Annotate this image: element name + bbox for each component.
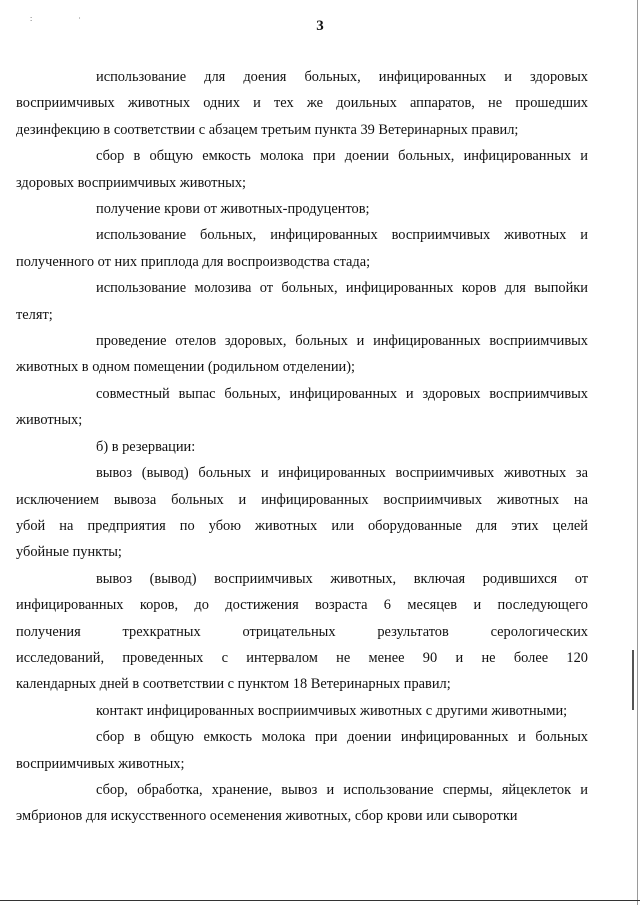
paragraph-continuation-line: получения трехкратных отрицательных результатов серологических bbox=[16, 623, 588, 640]
paragraph-continuation-line: телят; bbox=[16, 306, 53, 323]
paragraph-continuation-line: эмбрионов для искусственного осеменения животных, сбор крови или сыворотки bbox=[16, 808, 518, 825]
paragraph-continuation-line: инфицированных коров, до достижения возраста 6 месяцев и последующего bbox=[16, 597, 588, 614]
paragraph-first-line: использование для доения больных, инфицированных и здоровых bbox=[96, 69, 588, 85]
paragraph-first-line: использование молозива от больных, инфицированных коров для выпойки bbox=[96, 280, 588, 297]
paragraph-continuation-line: восприимчивых животных; bbox=[16, 755, 185, 772]
paragraph-first-line: сбор в общую емкость молока при доении больных, инфицированных и bbox=[96, 148, 588, 165]
paragraph-first-line: сбор, обработка, хранение, вывоз и использование спермы, яйцеклеток и bbox=[96, 781, 588, 798]
paragraph-continuation-line: дезинфекцию в соответствии с абзацем третьим пункта 39 Ветеринарных правил; bbox=[16, 121, 519, 138]
paragraph-first-line: совместный выпас больных, инфицированных и здоровых восприимчивых bbox=[96, 385, 588, 402]
paragraph-first-line: проведение отелов здоровых, больных и инфицированных восприимчивых bbox=[96, 333, 588, 350]
paragraph-continuation-line: убойные пункты; bbox=[16, 544, 122, 561]
scan-artifact-marks: : · bbox=[30, 14, 103, 23]
paragraph-first-line: контакт инфицированных восприимчивых животных с другими животными; bbox=[96, 702, 568, 719]
paragraph-continuation-line: исключением вывоза больных и инфицированных восприимчивых животных на bbox=[16, 491, 588, 508]
scan-edge-mark bbox=[632, 650, 634, 710]
paragraph-first-line: сбор в общую емкость молока при доении инфицированных и больных bbox=[96, 729, 588, 746]
page-right-edge bbox=[637, 0, 638, 905]
paragraph-first-line: б) в резервации: bbox=[96, 438, 196, 455]
paragraph-continuation-line: календарных дней в соответствии с пунктом 18 Ветеринарных правил; bbox=[16, 676, 451, 693]
paragraph-continuation-line: восприимчивых животных одних и тех же доильных аппаратов, не прошедших bbox=[16, 95, 588, 112]
paragraph-first-line: вывоз (вывод) больных и инфицированных восприимчивых животных за bbox=[96, 465, 588, 482]
paragraph-first-line: использование больных, инфицированных восприимчивых животных и bbox=[96, 227, 588, 244]
paragraph-continuation-line: животных; bbox=[16, 412, 83, 429]
document-body bbox=[16, 64, 588, 830]
page-number: 3 bbox=[316, 18, 324, 34]
paragraph-continuation-line: исследований, проведенных с интервалом не менее 90 и не более 120 bbox=[16, 649, 588, 666]
page-bottom-rule bbox=[0, 900, 640, 902]
paragraph-first-line: вывоз (вывод) восприимчивых животных, включая родившихся от bbox=[96, 570, 588, 587]
paragraph-continuation-line: животных в одном помещении (родильном отделении); bbox=[16, 359, 356, 376]
paragraph-continuation-line: полученного от них приплода для воспроизводства стада; bbox=[16, 253, 371, 270]
paragraph-continuation-line: убой на предприятия по убою животных или оборудованные для этих целей bbox=[16, 517, 588, 534]
paragraph-first-line: получение крови от животных-продуцентов; bbox=[96, 201, 370, 218]
paragraph-continuation-line: здоровых восприимчивых животных; bbox=[16, 174, 247, 191]
